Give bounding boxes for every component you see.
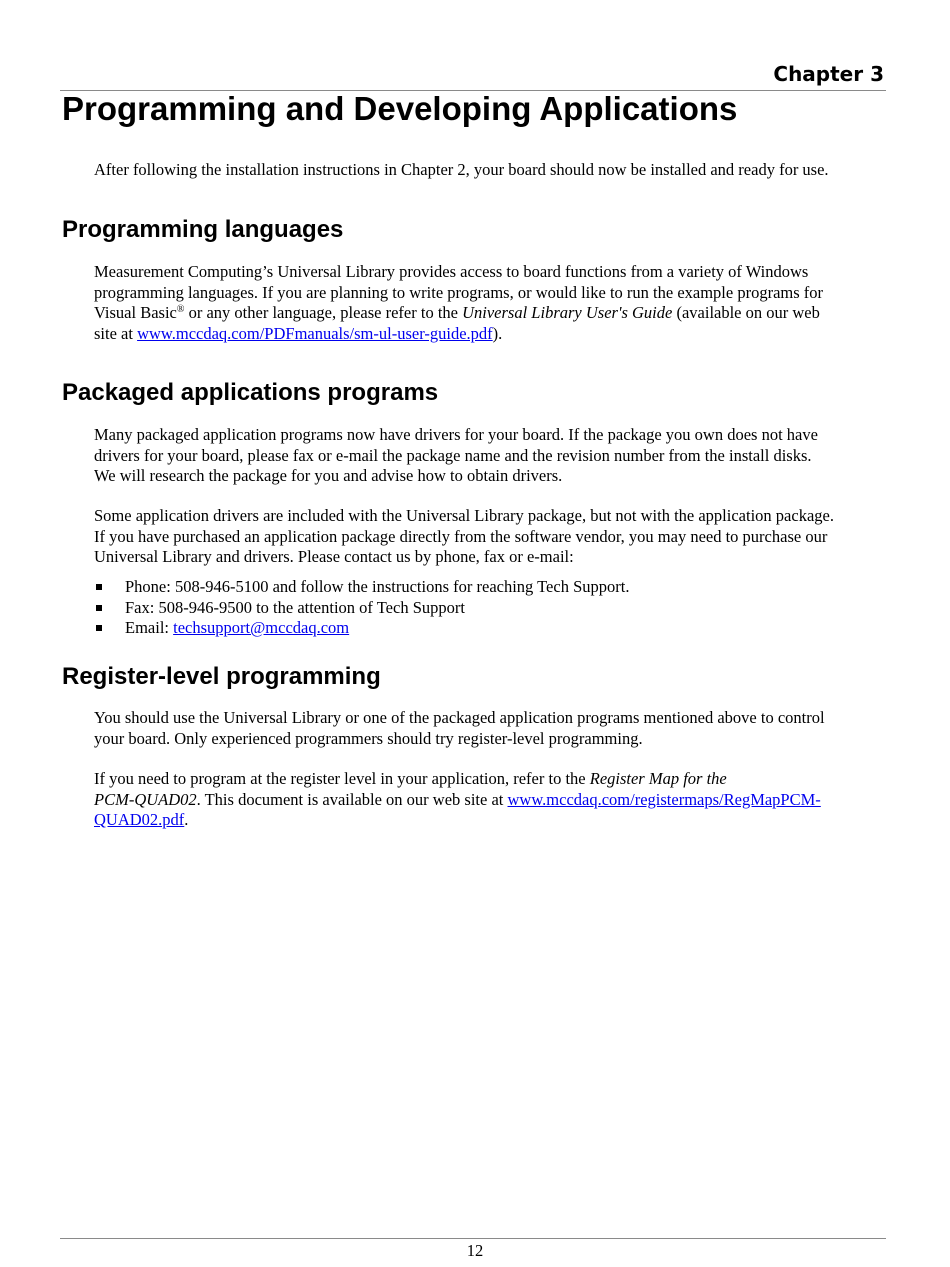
register-map-link[interactable]: www.mccdaq.com/registermaps/RegMapPCM- [507,789,821,809]
bullet-square-icon [96,605,102,611]
bullet-square-icon [96,625,102,631]
register-paragraph-2: If you need to program at the register level in your application, refer to the Register Map for the PCM-QUAD02. This document is available on our web site at www.mccdaq.com/registermaps/RegMapPCM- QUAD02.pdf. [94,769,821,829]
techsupport-email-link[interactable]: techsupport@mccdaq.com [173,618,350,637]
page-title: Programming and Developing Applications [62,90,738,127]
section-heading-programming-languages: Programming languages [62,216,344,243]
registered-mark: ® [176,304,185,315]
packaged-paragraph-2: Some application drivers are included with the Universal Library package, but not with the application package. If you have purchased an application package directly from the software vendor, you may need to purchase our Universal Library and drivers. Please contact us by phone, fax or e-mail: [94,506,834,566]
page-number: 12 [466,1241,484,1260]
list-item-email: Email: techsupport@mccdaq.com [94,618,629,639]
footer-rule [60,1238,886,1239]
guide-title: Universal Library User's Guide [462,303,673,322]
register-map-link-continued[interactable]: QUAD02.pdf [94,810,185,829]
register-paragraph-1: You should use the Universal Library or one of the packaged application programs mentioned above to control your board. Only experienced programmers should try register-level programming. [94,708,825,748]
programming-languages-paragraph: Measurement Computing’s Universal Library provides access to board functions from a variety of Windows programming languages. If you are planning to write programs, or would like to run the example programs for Visual Basic® or any other language, please refer to the Universal Library User's Guide (available on our web site at www.mccdaq.com/PDFmanuals/sm-ul-user-guide.pdf). [94,262,824,343]
register-map-model: PCM-QUAD02 [94,789,197,809]
ul-user-guide-link[interactable]: www.mccdaq.com/PDFmanuals/sm-ul-user-guide.pdf [137,323,493,343]
contact-list [94,577,629,639]
section-heading-register-level: Register-level programming [62,663,381,690]
list-item-phone: Phone: 508-946-5100 and follow the instructions for reaching Tech Support. [94,577,629,598]
packaged-paragraph-1: Many packaged application programs now have drivers for your board. If the package you own does not have drivers for your board, please fax or e-mail the package name and the revision number from the install disks. We will research the package for you and advise how to obtain drivers. [94,425,818,485]
list-item-fax: Fax: 508-946-9500 to the attention of Tech Support [94,598,629,619]
bullet-square-icon [96,584,102,590]
intro-paragraph: After following the installation instructions in Chapter 2, your board should now be installed and ready for use. [94,160,829,179]
section-heading-packaged-applications: Packaged applications programs [62,379,439,406]
register-map-title: Register Map for the [589,769,727,788]
chapter-label: Chapter 3 [773,62,884,86]
